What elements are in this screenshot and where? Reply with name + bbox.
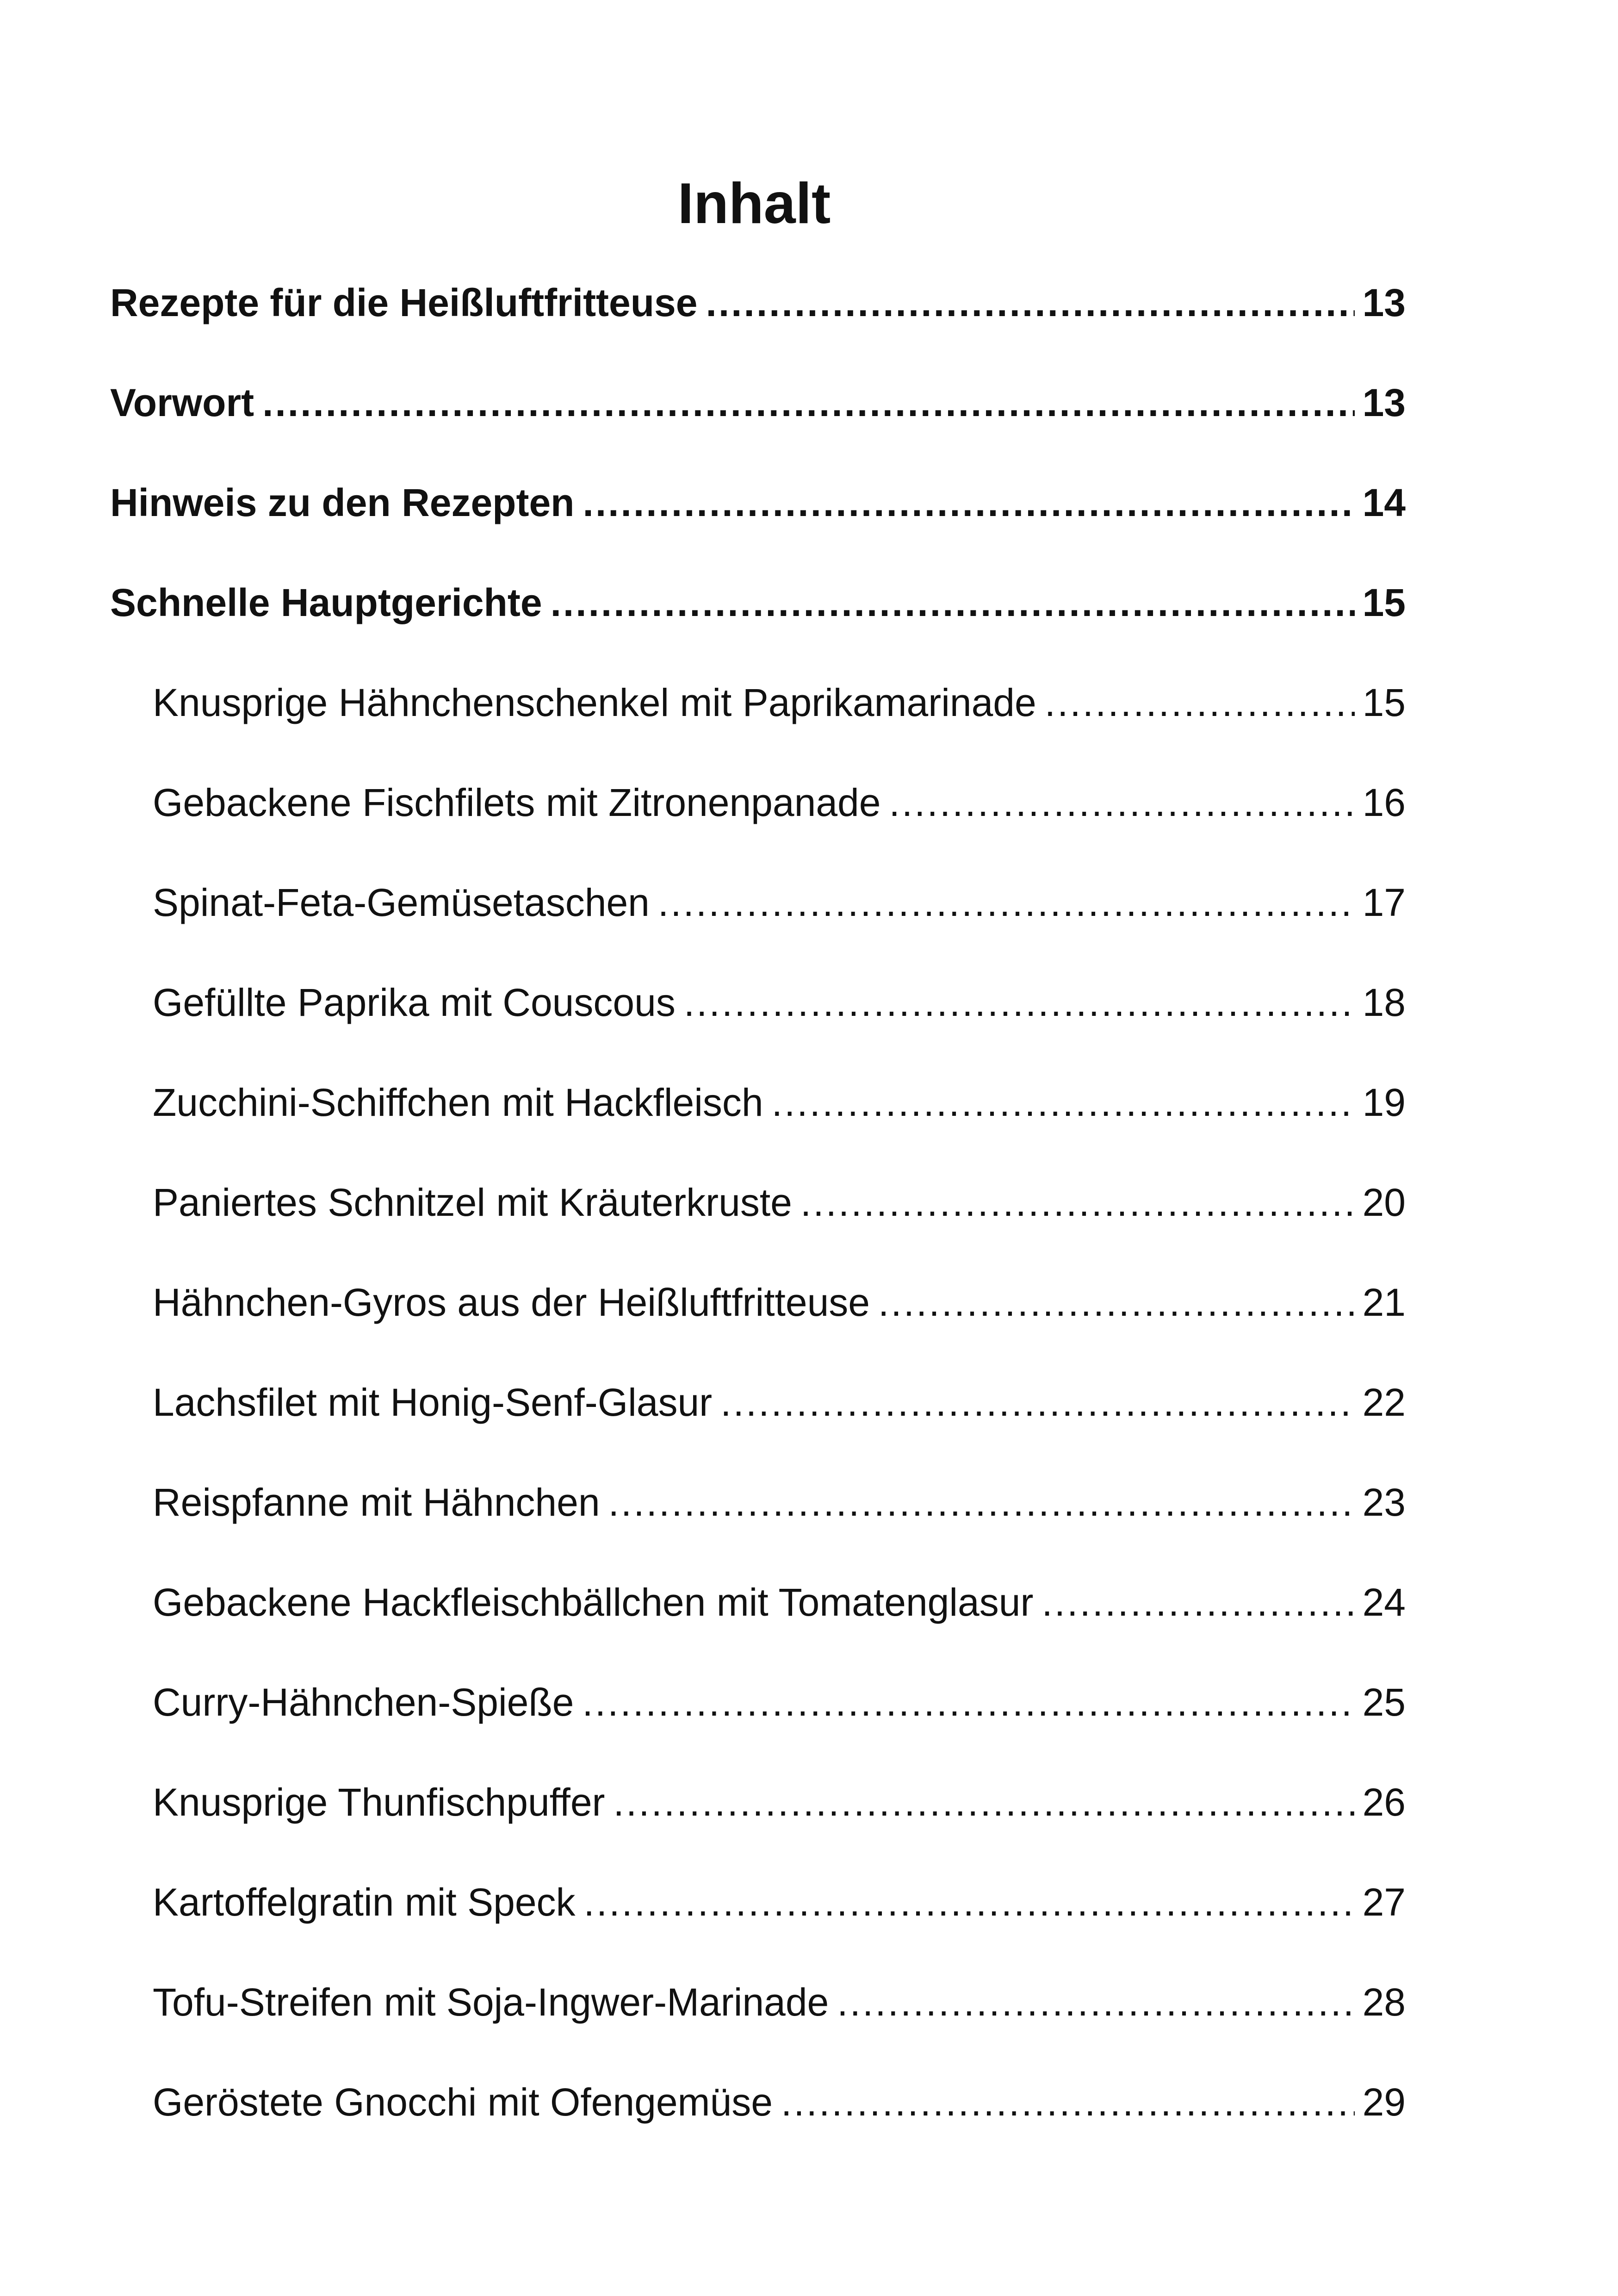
toc-entry-label: Hinweis zu den Rezepten <box>110 481 575 524</box>
toc-entry-label: Knusprige Thunfischpuffer <box>153 1780 605 1824</box>
toc-entry-label: Zucchini-Schiffchen mit Hackfleisch <box>153 1081 763 1124</box>
toc-entry[interactable] <box>110 1874 1406 1974</box>
toc-entry-page-number: 15 <box>1362 581 1406 624</box>
toc-entry[interactable] <box>110 775 1406 875</box>
toc-entry[interactable] <box>110 1175 1406 1275</box>
toc-entry-label: Gebackene Fischfilets mit Zitronenpanade <box>153 781 881 824</box>
toc-entry[interactable] <box>110 1275 1406 1375</box>
toc-entry-page-number: 20 <box>1362 1181 1406 1224</box>
toc-entry-label: Knusprige Hähnchenschenkel mit Paprikamarinade <box>153 681 1036 724</box>
toc-entry-page-number: 23 <box>1362 1481 1406 1524</box>
dot-leader <box>1041 1574 1355 1630</box>
dot-leader <box>878 1275 1355 1330</box>
toc-entry-label: Vorwort <box>110 381 254 424</box>
toc-entry[interactable] <box>110 1974 1406 2074</box>
toc-entry[interactable] <box>110 1475 1406 1574</box>
toc-entry-label: Lachsfilet mit Honig-Senf-Glasur <box>153 1381 713 1424</box>
toc-entry-page-number: 24 <box>1362 1580 1406 1624</box>
toc-entry[interactable] <box>110 975 1406 1075</box>
toc-entry-page-number: 15 <box>1362 681 1406 724</box>
toc-entry[interactable] <box>110 375 1406 475</box>
dot-leader <box>772 1075 1355 1130</box>
toc-entry-page-number: 18 <box>1362 981 1406 1024</box>
toc-entry[interactable] <box>110 1574 1406 1674</box>
dot-leader <box>706 275 1355 330</box>
toc-entry-label: Geröstete Gnocchi mit Ofengemüse <box>153 2080 773 2124</box>
toc-entry-page-number: 13 <box>1362 381 1406 424</box>
toc-entry[interactable] <box>110 275 1406 375</box>
toc-entry-label: Kartoffelgratin mit Speck <box>153 1880 576 1924</box>
dot-leader <box>889 775 1355 830</box>
toc-entry[interactable] <box>110 1375 1406 1475</box>
toc-entry-page-number: 17 <box>1362 881 1406 924</box>
toc-entry-page-number: 27 <box>1362 1880 1406 1924</box>
toc-entry-page-number: 25 <box>1362 1680 1406 1724</box>
toc-entry-label: Spinat-Feta-Gemüsetaschen <box>153 881 650 924</box>
toc-entry[interactable] <box>110 1674 1406 1774</box>
page-title: Inhalt <box>677 172 831 236</box>
toc-entry-page-number: 26 <box>1362 1780 1406 1824</box>
toc-entry-label: Curry-Hähnchen-Spieße <box>153 1680 574 1724</box>
dot-leader <box>583 475 1355 530</box>
toc-entry[interactable] <box>110 575 1406 675</box>
toc-entry-label: Gebackene Hackfleischbällchen mit Tomatenglasur <box>153 1580 1034 1624</box>
toc-entry-label: Paniertes Schnitzel mit Kräuterkruste <box>153 1181 792 1224</box>
toc-entry-label: Rezepte für die Heißluftfritteuse <box>110 281 698 324</box>
dot-leader <box>781 2074 1355 2130</box>
toc-entry-page-number: 16 <box>1362 781 1406 824</box>
toc-entry-page-number: 13 <box>1362 281 1406 324</box>
dot-leader <box>658 875 1355 930</box>
toc-entry-page-number: 28 <box>1362 1980 1406 2024</box>
dot-leader <box>584 1874 1355 1930</box>
dot-leader <box>262 375 1355 430</box>
dot-leader <box>837 1974 1355 2030</box>
toc-entry-label: Tofu-Streifen mit Soja-Ingwer-Marinade <box>153 1980 829 2024</box>
toc-entry[interactable] <box>110 1774 1406 1874</box>
toc-entry[interactable] <box>110 475 1406 575</box>
toc-entry-label: Hähnchen-Gyros aus der Heißluftfritteuse <box>153 1281 870 1324</box>
dot-leader <box>608 1475 1355 1530</box>
toc-entry[interactable] <box>110 1075 1406 1175</box>
toc-entry-label: Gefüllte Paprika mit Couscous <box>153 981 676 1024</box>
table-of-contents <box>110 275 1406 2174</box>
dot-leader <box>614 1774 1355 1830</box>
toc-entry[interactable] <box>110 875 1406 975</box>
toc-entry-page-number: 22 <box>1362 1381 1406 1424</box>
toc-entry-page-number: 19 <box>1362 1081 1406 1124</box>
toc-entry-label: Schnelle Hauptgerichte <box>110 581 542 624</box>
toc-entry-page-number: 14 <box>1362 481 1406 524</box>
dot-leader <box>800 1175 1355 1230</box>
dot-leader <box>551 575 1355 630</box>
toc-entry-page-number: 21 <box>1362 1281 1406 1324</box>
toc-entry-page-number: 29 <box>1362 2080 1406 2124</box>
dot-leader <box>684 975 1355 1030</box>
dot-leader <box>1045 675 1355 730</box>
toc-entry-label: Reispfanne mit Hähnchen <box>153 1481 600 1524</box>
toc-entry[interactable] <box>110 2074 1406 2174</box>
dot-leader <box>720 1375 1355 1430</box>
dot-leader <box>582 1674 1355 1730</box>
toc-entry[interactable] <box>110 675 1406 775</box>
